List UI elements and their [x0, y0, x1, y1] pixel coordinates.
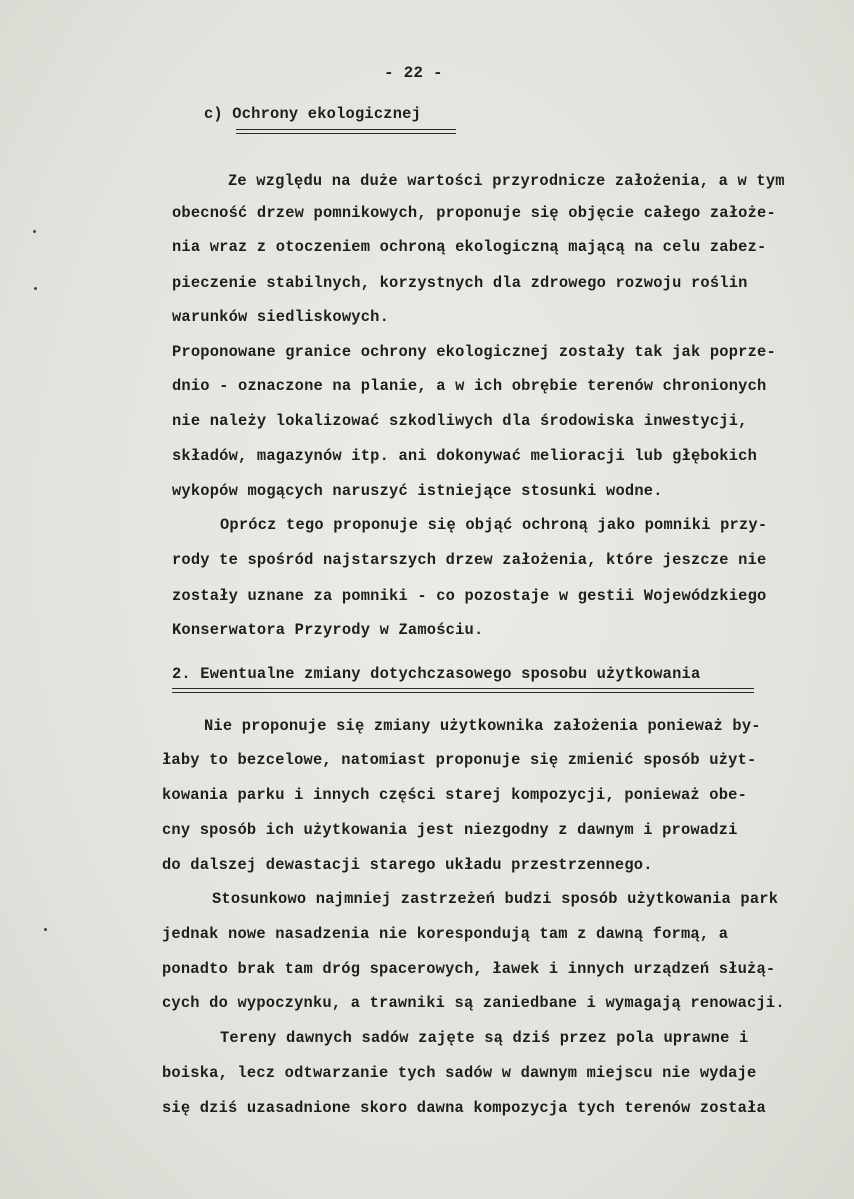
text-line: dnio - oznaczone na planie, a w ich obrębie terenów chronionych	[172, 377, 767, 395]
text-line: Tereny dawnych sadów zajęte są dziś przez pola uprawne i	[220, 1029, 749, 1047]
section-c-heading: c) Ochrony ekologicznej	[204, 105, 422, 123]
text-line: nia wraz z otoczeniem ochroną ekologiczną mającą na celu zabez-	[172, 238, 767, 256]
text-line: łaby to bezcelowe, natomiast proponuje się zmienić sposób użyt-	[162, 751, 757, 769]
section-2-heading: 2. Ewentualne zmiany dotychczasowego sposobu użytkowania	[172, 665, 701, 683]
text-line: Stosunkowo najmniej zastrzeżeń budzi sposób użytkowania park	[212, 890, 779, 908]
text-line: Konserwatora Przyrody w Zamościu.	[172, 621, 484, 639]
text-line: obecność drzew pomnikowych, proponuje się objęcie całego założe-	[172, 204, 776, 222]
text-line: zostały uznane za pomniki - co pozostaje w gestii Wojewódzkiego	[172, 587, 767, 605]
text-line: do dalszej dewastacji starego układu przestrzennego.	[162, 856, 653, 874]
text-line: jednak nowe nasadzenia nie korespondują tam z dawną formą, a	[162, 925, 729, 943]
text-line: Nie proponuje się zmiany użytkownika założenia ponieważ by-	[204, 717, 761, 735]
text-line: Ze względu na duże wartości przyrodnicze założenia, a w tym	[228, 172, 785, 190]
text-line: składów, magazynów itp. ani dokonywać melioracji lub głębokich	[172, 447, 758, 465]
text-line: się dziś uzasadnione skoro dawna kompozycja tych terenów została	[162, 1099, 766, 1117]
text-line: pieczenie stabilnych, korzystnych dla zdrowego rozwoju roślin	[172, 274, 748, 292]
section-c-heading-underline	[236, 129, 456, 134]
scan-mark	[34, 287, 37, 290]
page-number: - 22 -	[384, 64, 443, 82]
text-line: warunków siedliskowych.	[172, 308, 390, 326]
text-line: nie należy lokalizować szkodliwych dla środowiska inwestycji,	[172, 412, 748, 430]
text-line: boiska, lecz odtwarzanie tych sadów w dawnym miejscu nie wydaje	[162, 1064, 757, 1082]
scan-mark	[44, 928, 47, 931]
section-2-heading-underline	[172, 688, 754, 693]
text-line: cny sposób ich użytkowania jest niezgodny z dawnym i prowadzi	[162, 821, 738, 839]
text-line: cych do wypoczynku, a trawniki są zaniedbane i wymagają renowacji.	[162, 994, 785, 1012]
scan-mark	[33, 230, 36, 233]
text-line: kowania parku i innych części starej kompozycji, ponieważ obe-	[162, 786, 748, 804]
text-line: wykopów mogących naruszyć istniejące stosunki wodne.	[172, 482, 663, 500]
text-line: Proponowane granice ochrony ekologicznej zostały tak jak poprze-	[172, 343, 776, 361]
text-line: ponadto brak tam dróg spacerowych, ławek i innych urządzeń służą-	[162, 960, 776, 978]
text-line: Oprócz tego proponuje się objąć ochroną jako pomniki przy-	[220, 516, 768, 534]
text-line: rody te spośród najstarszych drzew założenia, które jeszcze nie	[172, 551, 767, 569]
